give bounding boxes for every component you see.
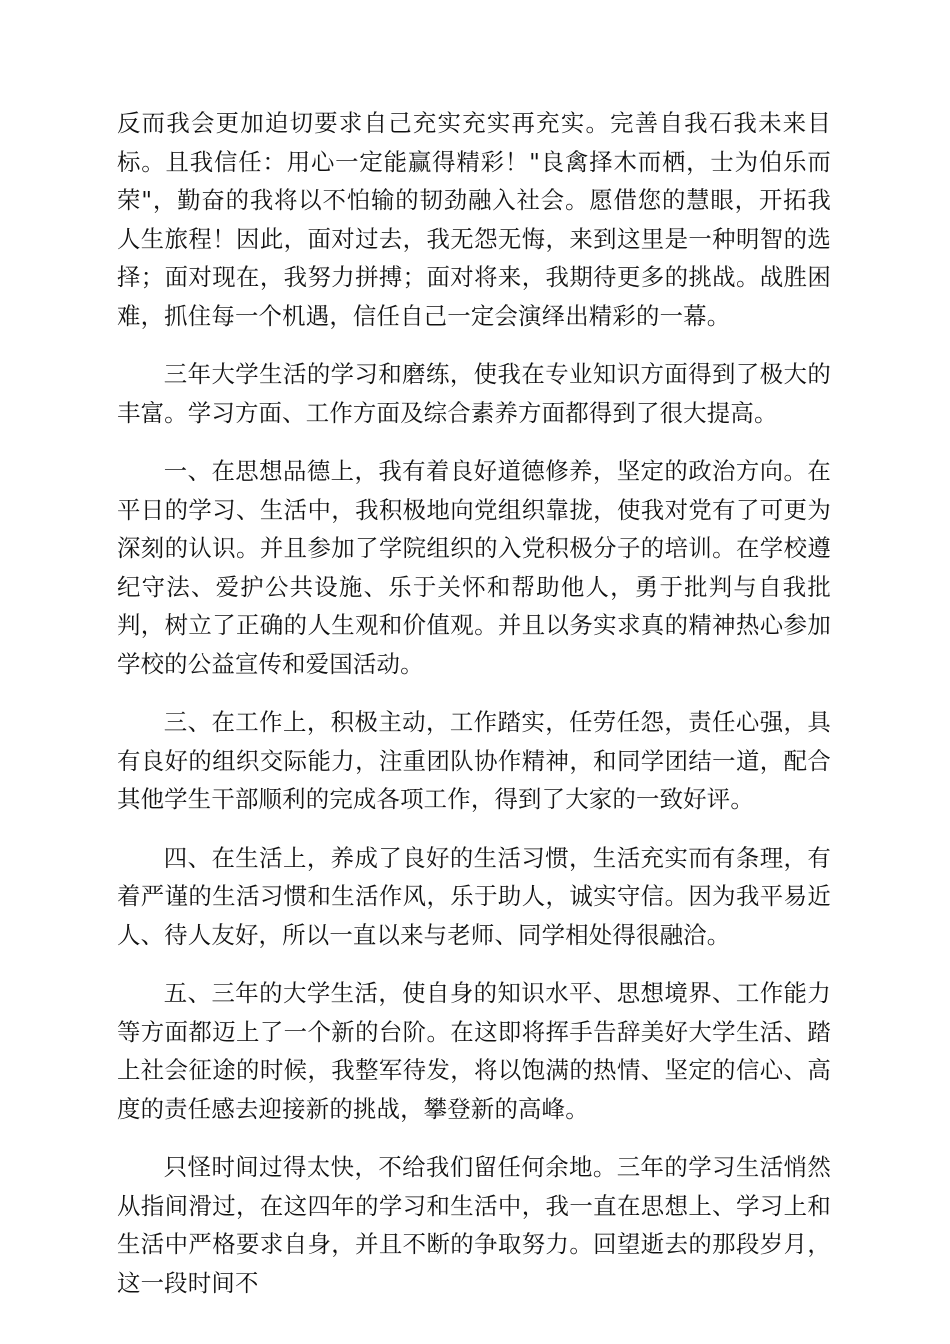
paragraph-6: 五、三年的大学生活，使自身的知识水平、思想境界、工作能力等方面都迈上了一个新的台阶。在这即将挥手告辞美好大学生活、踏上社会征途的时候，我整军待发，将以饱满的热情、坚定的信心、高度的责任感去迎接新的挑战，攀登新的高峰。 (117, 979, 831, 1123)
paragraph-3: 一、在思想品德上，我有着良好道德修养，坚定的政治方向。在平日的学习、生活中，我积极地向党组织靠拢，使我对党有了可更为深刻的认识。并且参加了学院组织的入党积极分子的培训。在学校遵纪守法、爱护公共设施、乐于关怀和帮助他人，勇于批判与自我批判，树立了正确的人生观和价值观。并且以务实求真的精神热心参加学校的公益宣传和爱国活动。 (117, 457, 831, 678)
paragraph-2: 三年大学生活的学习和磨练，使我在专业知识方面得到了极大的丰富。学习方面、工作方面及综合素养方面都得到了很大提高。 (117, 360, 831, 427)
document-page (117, 104, 831, 1322)
paragraph-4: 三、在工作上，积极主动，工作踏实，任劳任怨，责任心强，具有良好的组织交际能力，注重团队协作精神，和同学团结一道，配合其他学生干部顺利的完成各项工作，得到了大家的一致好评。 (117, 708, 831, 813)
paragraph-1: 反而我会更加迫切要求自己充实充实再充实。完善自我石我未来目标。且我信任：用心一定能赢得精彩！"良禽择木而栖，士为伯乐而荣"，勤奋的我将以不怕输的韧劲融入社会。愿借您的慧眼，开拓我人生旅程！因此，面对过去，我无怨无悔，来到这里是一种明智的选择；面对现在，我努力拼搏；面对将来，我期待更多的挑战。战胜困难，抓住每一个机遇，信任自己一定会演绎出精彩的一幕。 (117, 109, 831, 330)
paragraph-5: 四、在生活上，养成了良好的生活习惯，生活充实而有条理，有着严谨的生活习惯和生活作风，乐于助人，诚实守信。因为我平易近人、待人友好，所以一直以来与老师、同学相处得很融洽。 (117, 843, 831, 949)
paragraph-7: 只怪时间过得太快，不给我们留任何余地。三年的学习生活悄然从指间滑过，在这四年的学习和生活中，我一直在思想上、学习上和生活中严格要求自身，并且不断的争取努力。回望逝去的那段岁月，这一段时间不 (117, 1153, 831, 1297)
